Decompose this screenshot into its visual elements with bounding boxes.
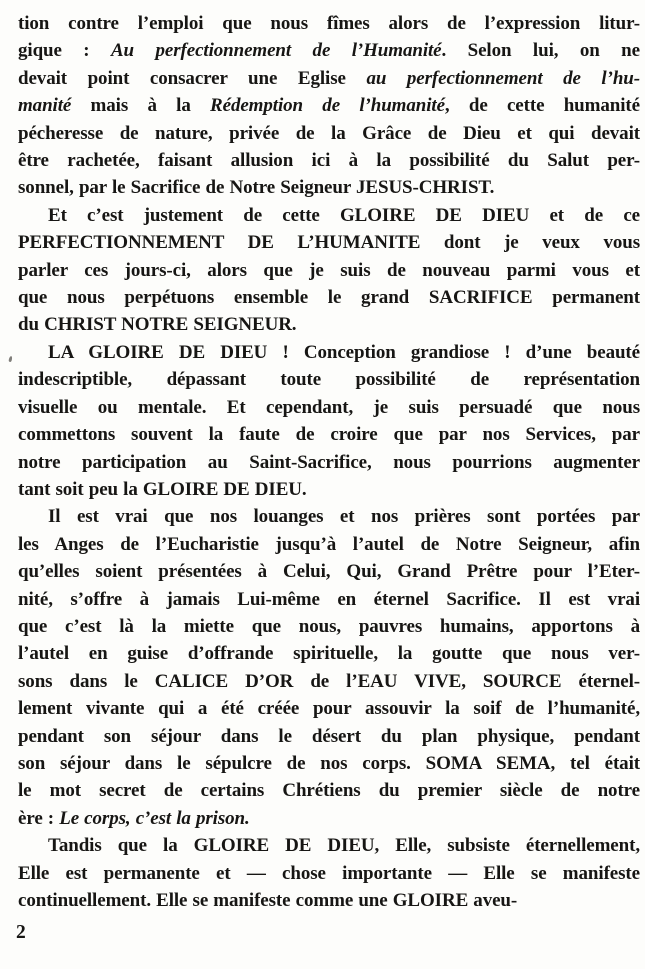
italic-text-segment: Rédemption de l’humanité — [210, 95, 445, 117]
text-segment: parler ces jours-ci, alors que je suis de nouveau parmi vous et — [18, 259, 640, 281]
text-line — [18, 887, 640, 914]
text-segment: visuelle ou mentale. Et cependant, je suis persuadé que nous — [18, 396, 640, 418]
text-segment: PERFECTIONNEMENT DE L’HUMANITE dont je veux vous — [18, 232, 640, 254]
text-line — [18, 284, 640, 311]
text-line — [18, 257, 640, 284]
text-segment: sonnel, par le Sacrifice de Notre Seigneur JESUS-CHRIST. — [18, 177, 495, 199]
text-segment: tant soit peu la GLOIRE DE DIEU. — [18, 478, 307, 500]
text-line — [18, 147, 640, 174]
text-line — [18, 174, 640, 201]
paragraph — [18, 832, 640, 914]
text-line — [18, 339, 640, 366]
italic-text-segment: au perfectionnement de l’hu- — [366, 67, 640, 89]
text-segment: ère : — [18, 807, 60, 829]
text-line — [18, 120, 640, 147]
text-segment: que c’est là la miette que nous, pauvres humains, apportons à — [18, 615, 640, 637]
text-line — [18, 65, 640, 92]
paragraph — [18, 339, 640, 503]
text-segment: Et c’est justement de cette GLOIRE DE DIEU et de ce — [48, 204, 640, 226]
text-segment: son séjour dans le sépulcre de nos corps. SOMA SEMA, tel était — [18, 752, 640, 774]
text-segment: Il est vrai que nos louanges et nos prières sont portées par — [48, 506, 640, 528]
text-line — [18, 558, 640, 585]
text-line — [18, 503, 640, 530]
text-line — [18, 10, 640, 37]
text-segment: les Anges de l’Eucharistie jusqu’à l’autel de Notre Seigneur, afin — [18, 533, 640, 555]
paragraph — [18, 503, 640, 832]
italic-text-segment: manité — [18, 95, 72, 117]
text-segment: lement vivante qui a été créée pour assouvir la soif de l’humanité, — [18, 698, 640, 720]
text-segment: le mot secret de certains Chrétiens du premier siècle de notre — [18, 780, 640, 802]
text-line — [18, 832, 640, 859]
text-line — [18, 476, 640, 503]
page-number: 2 — [16, 922, 26, 943]
text-segment: notre participation au Saint-Sacrifice, nous pourrions augmenter — [18, 451, 640, 473]
text-segment: être rachetée, faisant allusion ici à la possibilité du Salut per- — [18, 150, 640, 172]
text-segment: indescriptible, dépassant toute possibilité de représentation — [18, 369, 640, 391]
text-line — [18, 229, 640, 256]
text-segment: LA GLOIRE DE DIEU ! Conception grandiose ! d’une beauté — [48, 341, 640, 363]
text-line — [18, 92, 640, 119]
text-line — [18, 531, 640, 558]
text-line — [18, 421, 640, 448]
text-segment: du CHRIST NOTRE SEIGNEUR. — [18, 314, 297, 336]
italic-text-segment: Au perfectionnement de l’Humanité — [110, 40, 442, 62]
text-segment: mais à la — [71, 95, 211, 117]
text-line — [18, 311, 640, 338]
text-line — [18, 805, 640, 832]
text-line — [18, 750, 640, 777]
text-segment: Elle est permanente et — chose importante — Elle se manifeste — [18, 862, 640, 884]
paragraph — [18, 10, 640, 202]
text-segment: sons dans le CALICE D’OR de l’EAU VIVE, SOURCE éternel- — [18, 670, 640, 692]
text-segment: devait point consacrer une Eglise — [18, 67, 367, 89]
text-segment: continuellement. Elle se manifeste comme une GLOIRE aveu- — [18, 890, 518, 911]
text-segment: , de cette humanité — [444, 95, 640, 117]
page-text — [18, 10, 640, 914]
text-segment: que nous perpétuons ensemble le grand SACRIFICE permanent — [18, 287, 640, 309]
text-segment: Tandis que la GLOIRE DE DIEU, Elle, subsiste éternellement, — [48, 835, 640, 857]
text-line — [18, 860, 640, 887]
text-line — [18, 586, 640, 613]
text-line — [18, 695, 640, 722]
text-line — [18, 366, 640, 393]
text-line — [18, 613, 640, 640]
text-line — [18, 449, 640, 476]
paragraph — [18, 202, 640, 339]
text-segment: l’autel en guise d’offrande spirituelle, la goutte que nous ver- — [18, 643, 640, 665]
italic-text-segment: Le corps, c’est la prison. — [59, 807, 250, 829]
text-segment: gique : — [18, 40, 111, 62]
text-line — [18, 37, 640, 64]
ink-speck — [8, 356, 12, 363]
text-segment: tion contre l’emploi que nous fîmes alors de l’expression litur- — [18, 13, 640, 34]
text-segment: pécheresse de nature, privée de la Grâce de Dieu et qui devait — [18, 122, 640, 144]
text-segment: commettons souvent la faute de croire que par nos Services, par — [18, 424, 640, 446]
text-line — [18, 668, 640, 695]
text-line — [18, 723, 640, 750]
text-segment: pendant son séjour dans le désert du plan physique, pendant — [18, 725, 640, 747]
text-segment: nité, s’offre à jamais Lui-même en éternel Sacrifice. Il est vrai — [18, 588, 640, 610]
text-line — [18, 202, 640, 229]
text-line — [18, 640, 640, 667]
text-segment: . Selon lui, on ne — [441, 40, 640, 62]
text-line — [18, 777, 640, 804]
text-segment: qu’elles soient présentées à Celui, Qui, Grand Prêtre pour l’Eter- — [18, 561, 640, 583]
text-line — [18, 394, 640, 421]
